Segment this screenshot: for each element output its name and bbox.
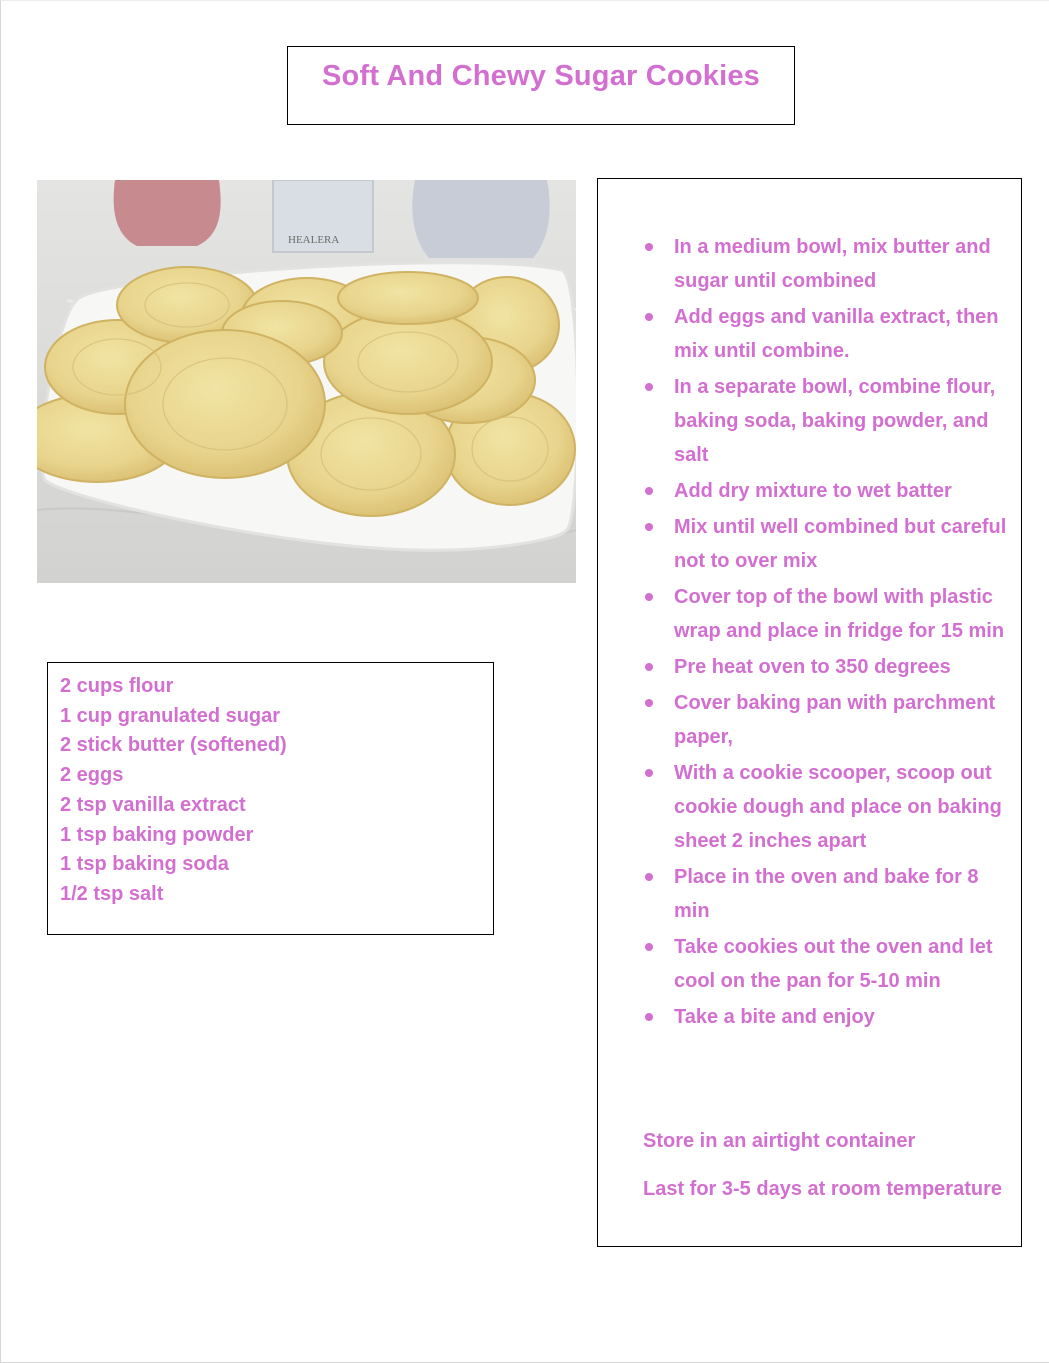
storage-container-note: Store in an airtight container <box>643 1130 916 1152</box>
ingredient-item: 2 tsp vanilla extract <box>60 793 246 816</box>
bullet-icon <box>645 699 653 707</box>
cookies-photo <box>37 180 576 583</box>
instruction-text: Cover baking pan with parchment paper, <box>674 692 996 748</box>
instruction-text: In a medium bowl, mix butter and sugar until combined <box>674 236 991 292</box>
bullet-icon <box>645 1013 653 1021</box>
instruction-step <box>598 300 1021 368</box>
ingredient-item: 1/2 tsp salt <box>60 882 164 905</box>
instruction-text: Mix until well combined but careful not to over mix <box>674 516 1007 572</box>
bullet-icon <box>645 769 653 777</box>
instruction-step <box>598 686 1021 754</box>
instruction-text: Add eggs and vanilla extract, then mix until combine. <box>674 306 999 362</box>
instruction-text: In a separate bowl, combine flour, baking soda, baking powder, and salt <box>674 376 996 466</box>
bullet-icon <box>645 487 653 495</box>
ingredient-item: 2 stick butter (softened) <box>60 734 287 757</box>
page-title: Soft And Chewy Sugar Cookies <box>322 60 760 92</box>
instruction-text: Take a bite and enjoy <box>674 1006 875 1028</box>
ingredient-item: 1 cup granulated sugar <box>60 704 281 727</box>
ingredient-item: 2 eggs <box>60 764 124 787</box>
bullet-icon <box>645 873 653 881</box>
instruction-step <box>598 474 1021 508</box>
instructions-box <box>597 178 1022 1247</box>
bullet-icon <box>645 243 653 251</box>
instruction-text: With a cookie scooper, scoop out cookie dough and place on baking sheet 2 inches apart <box>674 762 1002 852</box>
ingredients-list <box>48 663 493 910</box>
instruction-step <box>598 650 1021 684</box>
bullet-icon <box>645 383 653 391</box>
bullet-icon <box>645 943 653 951</box>
instruction-step <box>598 1000 1021 1034</box>
instruction-step <box>598 930 1021 998</box>
storage-duration-note: Last for 3-5 days at room temperature <box>643 1178 1002 1200</box>
instruction-text: Cover top of the bowl with plastic wrap and place in fridge for 15 min <box>674 586 1005 642</box>
ingredient-item: 1 tsp baking powder <box>60 823 254 846</box>
instructions-list <box>598 179 1021 1034</box>
ingredient-item: 2 cups flour <box>60 675 174 697</box>
bullet-icon <box>645 523 653 531</box>
jar-label: HEALERA <box>288 234 340 246</box>
bullet-icon <box>645 593 653 601</box>
ingredients-box <box>47 662 494 935</box>
instruction-step <box>598 756 1021 858</box>
instruction-step <box>598 510 1021 578</box>
title-box <box>287 46 795 125</box>
instruction-step <box>598 370 1021 472</box>
instruction-text: Pre heat oven to 350 degrees <box>674 656 951 678</box>
instruction-step <box>598 580 1021 648</box>
bullet-icon <box>645 663 653 671</box>
ingredient-item: 1 tsp baking soda <box>60 853 229 876</box>
instruction-text: Place in the oven and bake for 8 min <box>674 866 979 922</box>
instruction-step <box>598 230 1021 298</box>
instruction-step <box>598 860 1021 928</box>
instruction-text: Add dry mixture to wet batter <box>674 480 952 502</box>
bullet-icon <box>645 313 653 321</box>
instruction-text: Take cookies out the oven and let cool on the pan for 5-10 min <box>674 936 993 992</box>
